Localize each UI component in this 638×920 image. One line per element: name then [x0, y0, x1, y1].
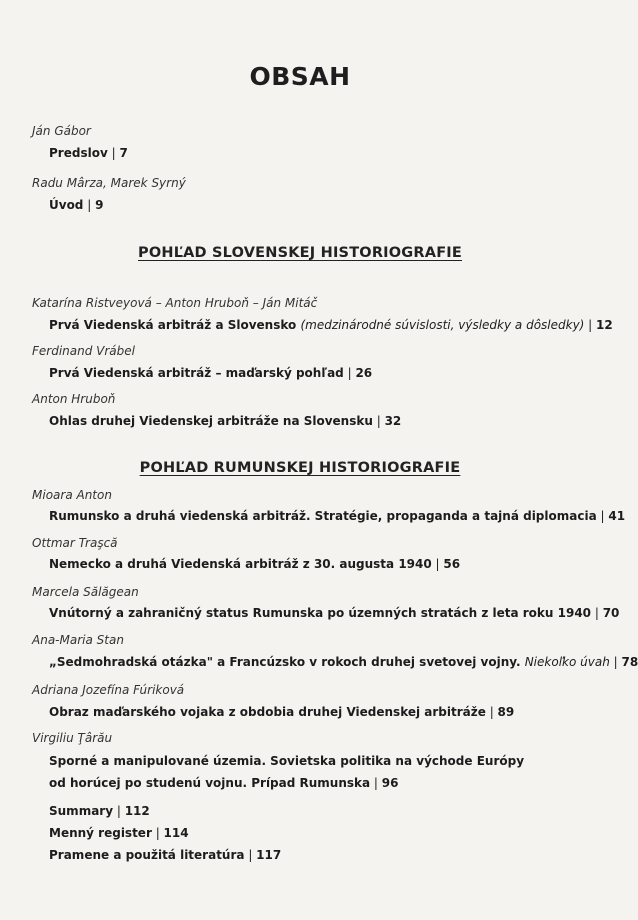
entry-title: Ohlas druhej Viedenskej arbitráže na Slovensku: [49, 414, 373, 428]
section-heading: POHĽAD RUMUNSKEJ HISTORIOGRAFIE: [139, 460, 461, 476]
toc-entry[interactable]: Prvá Viedenská arbitráž a Slovensko (medzinárodné súvislosti, výsledky a dôsledky) | 12: [49, 318, 613, 332]
entry-page: 7: [119, 146, 128, 160]
entry-title: Sporné a manipulované územia. Sovietska politika na východe Európy: [49, 754, 525, 768]
entry-title: Summary: [49, 804, 114, 818]
entry-author: Marcela Sălăgean: [32, 585, 139, 599]
entry-page: 32: [384, 414, 402, 428]
toc-entry[interactable]: Nemecko a druhá Viedenská arbitráž z 30. augusta 1940 | 56: [49, 557, 461, 571]
entry-title: Obraz maďarského vojaka z obdobia druhej Viedenskej arbitráže: [49, 705, 486, 719]
entry-author: Ottmar Traşcă: [32, 536, 118, 550]
toc-entry[interactable]: Obraz maďarského vojaka z obdobia druhej Viedenskej arbitráže | 89: [49, 705, 515, 719]
entry-page: 114: [163, 826, 189, 840]
entry-page: 56: [443, 557, 461, 571]
toc-entry[interactable]: Menný register | 114: [49, 826, 189, 840]
entry-author: Ana-Maria Stan: [32, 633, 124, 647]
entry-subtitle: (medzinárodné súvislosti, výsledky a dôsledky): [300, 318, 585, 332]
entry-author: Radu Mârza, Marek Syrný: [32, 176, 186, 190]
entry-author: Anton Hruboň: [32, 392, 116, 406]
entry-page: 112: [124, 804, 150, 818]
entry-title: Nemecko a druhá Viedenská arbitráž z 30. augusta 1940: [49, 557, 432, 571]
entry-title: Vnútorný a zahraničný status Rumunska po územných stratách z leta roku 1940: [49, 606, 592, 620]
entry-title: Pramene a použitá literatúra: [49, 848, 245, 862]
entry-title: „Sedmohradská otázka" a Francúzsko v rokoch druhej svetovej vojny.: [49, 655, 521, 669]
entry-author: Mioara Anton: [32, 488, 112, 502]
toc-entry[interactable]: Pramene a použitá literatúra | 117: [49, 848, 282, 862]
entry-title: Predslov: [49, 146, 108, 160]
toc-entry[interactable]: Prvá Viedenská arbitráž – maďarský pohľad | 26: [49, 366, 373, 380]
entry-title: Prvá Viedenská arbitráž – maďarský pohľad: [49, 366, 344, 380]
entry-page: 96: [381, 776, 399, 790]
entry-author: Ferdinand Vrábel: [32, 344, 135, 358]
entry-title: Úvod: [49, 198, 84, 212]
entry-title: Prvá Viedenská arbitráž a Slovensko: [49, 318, 297, 332]
entry-author: Ján Gábor: [32, 124, 91, 138]
entry-page: 9: [95, 198, 104, 212]
entry-author: Katarína Ristveyová – Anton Hruboň – Ján Mitáč: [32, 296, 318, 310]
toc-entry[interactable]: [49, 754, 524, 768]
entry-title: Menný register: [49, 826, 152, 840]
toc-entry[interactable]: Rumunsko a druhá viedenská arbitráž. Stratégie, propaganda a tajná diplomacia | 41: [49, 509, 626, 523]
entry-title-line2: od horúcej po studenú vojnu. Prípad Rumunska: [49, 776, 371, 790]
toc-entry[interactable]: Vnútorný a zahraničný status Rumunska po územných stratách z leta roku 1940 | 70: [49, 606, 620, 620]
toc-entry[interactable]: „Sedmohradská otázka" a Francúzsko v rokoch druhej svetovej vojny. Niekoľko úvah | 78: [49, 655, 638, 669]
entry-page: 12: [596, 318, 613, 332]
entry-page: 89: [497, 705, 515, 719]
entry-title: Rumunsko a druhá viedenská arbitráž. Stratégie, propaganda a tajná diplomacia: [49, 509, 597, 523]
toc-entry[interactable]: Úvod | 9: [49, 198, 104, 212]
page-title: OBSAH: [249, 62, 351, 91]
entry-page: 26: [355, 366, 373, 380]
toc-entry[interactable]: Summary | 112: [49, 804, 150, 818]
section-heading: POHĽAD SLOVENSKEJ HISTORIOGRAFIE: [138, 245, 462, 261]
entry-page: 117: [256, 848, 282, 862]
entry-page: 41: [608, 509, 626, 523]
toc-entry[interactable]: Predslov | 7: [49, 146, 128, 160]
toc-entry-continuation[interactable]: od horúcej po studenú vojnu. Prípad Rumunska | 96: [49, 776, 399, 790]
toc-entry[interactable]: Ohlas druhej Viedenskej arbitráže na Slovensku | 32: [49, 414, 402, 428]
entry-author: Virgiliu Ţârău: [32, 731, 113, 745]
entry-page: 78: [621, 655, 638, 669]
entry-author: Adriana Jozefína Fúriková: [32, 683, 185, 697]
entry-page: 70: [602, 606, 620, 620]
entry-subtitle: Niekoľko úvah: [524, 655, 610, 669]
